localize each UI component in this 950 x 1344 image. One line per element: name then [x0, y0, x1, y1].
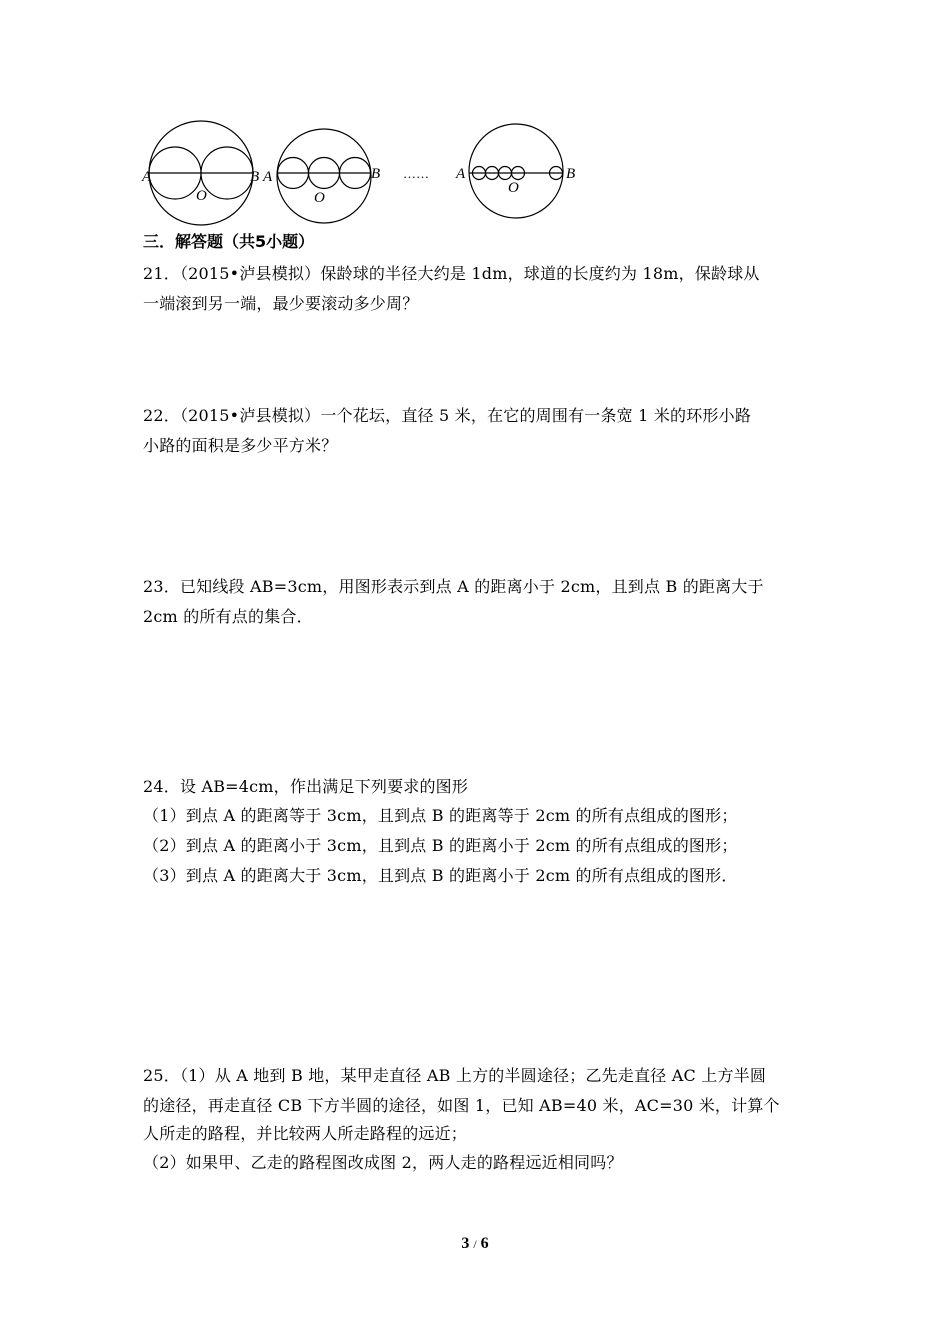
- label-a-1: A: [142, 169, 152, 185]
- label-a-2: A: [263, 169, 273, 185]
- q24-line-3: （2）到点 A 的距离小于 3cm，且到点 B 的距离小于 2cm 的所有点组成的图形；: [143, 836, 738, 855]
- q24-line-1: 24．设 AB=4cm，作出满足下列要求的图形: [143, 777, 469, 796]
- q21-line-1: 21．（2015•泸县模拟）保龄球的半径大约是 1dm，球道的长度约为 18m，保龄球从: [143, 264, 760, 283]
- label-a-3: A: [456, 166, 466, 182]
- q25-line-1: 25．（1）从 A 地到 B 地，某甲走直径 AB 上方的半圆途径；乙先走直径 AC 上方半圆: [143, 1066, 767, 1085]
- page-number: [0, 1235, 950, 1253]
- label-b-1: B: [250, 169, 260, 185]
- label-o-2: O: [314, 190, 325, 206]
- q22-line-2: 小路的面积是多少平方米？: [143, 436, 338, 455]
- q21-line-2: 一端滚到另一端，最少要滚动多少周？: [143, 294, 419, 313]
- q24-line-2: （1）到点 A 的距离等于 3cm，且到点 B 的距离等于 2cm 的所有点组成的图形；: [143, 806, 738, 825]
- label-b-3: B: [566, 166, 576, 182]
- circles-figure: [138, 118, 598, 228]
- circle-2-outer: [277, 129, 371, 223]
- q22-line-1: 22．（2015•泸县模拟）一个花坛，直径 5 米，在它的周围有一条宽 1 米的环形小路: [143, 406, 752, 425]
- q24-line-4: （3）到点 A 的距离大于 3cm，且到点 B 的距离小于 2cm 的所有点组成的图形．: [143, 866, 738, 885]
- q23-line-2: 2cm 的所有点的集合．: [143, 607, 313, 626]
- q23-line-1: 23．已知线段 AB=3cm，用图形表示到点 A 的距离小于 2cm，且到点 B 的距离大于: [143, 577, 764, 596]
- label-b-2: B: [371, 166, 381, 182]
- page-current: 3: [461, 1235, 470, 1252]
- q25-line-3: 人所走的路程，并比较两人所走路程的远近；: [143, 1124, 468, 1143]
- label-o-1: O: [196, 188, 207, 204]
- label-o-3: O: [508, 180, 519, 196]
- page-separator: /: [473, 1237, 477, 1251]
- page-total: 6: [480, 1235, 489, 1252]
- q25-line-4: （2）如果甲、乙走的路程图改成图 2，两人走的路程远近相同吗？: [143, 1153, 623, 1172]
- section-title: 三．解答题（共5小题）: [143, 232, 315, 251]
- q25-line-2: 的途径，再走直径 CB 下方半圆的途径，如图 1，已知 AB=40 米，AC=30 米，计算个: [143, 1096, 780, 1115]
- ellipsis: ……: [403, 166, 429, 181]
- circle-3-outer: [469, 124, 563, 218]
